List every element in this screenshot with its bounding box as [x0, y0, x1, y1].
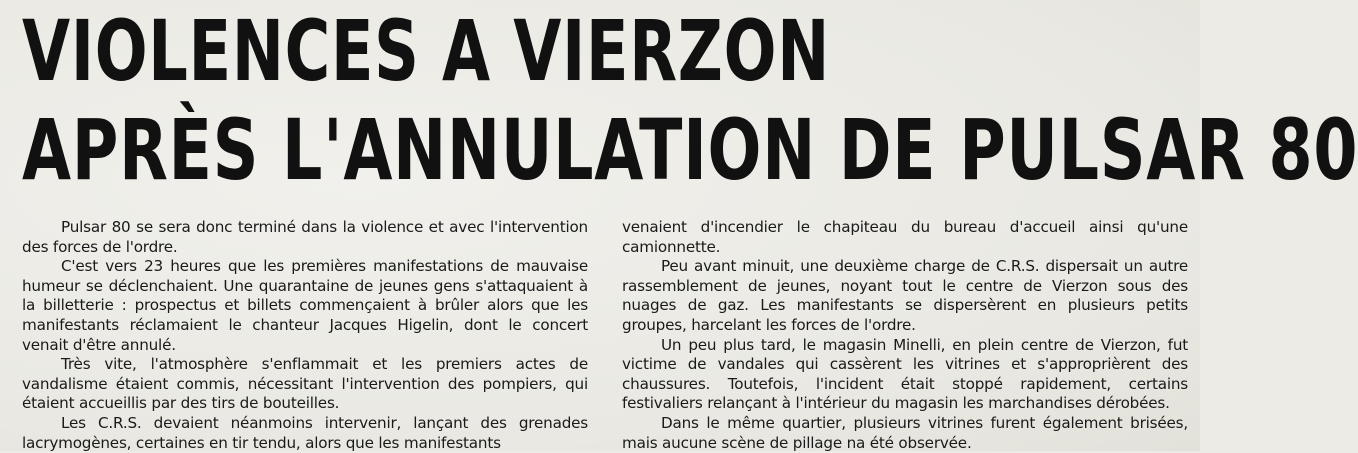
paragraph: Les C.R.S. devaient néanmoins intervenir, lançant des grenades lacrymogènes, certaines en tir tendu, alors que les manifestants — [22, 413, 588, 452]
article-body — [22, 218, 1188, 453]
paragraph: Un peu plus tard, le magasin Minelli, en plein centre de Vierzon, fut victime de vandales qui cassèrent les vitrines et s'approprièrent des chaussures. Toutefois, l'incident était stoppé rapidement, certains festivaliers relançant à l'intérieur du magasin les marchandises dérobées. — [622, 335, 1188, 413]
paragraph: Peu avant minuit, une deuxième charge de C.R.S. dispersait un autre rassemblement de jeunes, noyant tout le centre de Vierzon sous des nuages de gaz. Les manifestants se dispersèrent en plusieurs petits groupes, harcelant les forces de l'ordre. — [622, 257, 1188, 334]
paragraph: Dans le même quartier, plusieurs vitrines furent également brisées, mais aucune scène de pillage na été observée. — [622, 413, 1188, 452]
headline-line-1: VIOLENCES A VIERZON — [22, 2, 830, 100]
paragraph-intro: Pulsar 80 se sera donc terminé dans la violence et avec l'intervention des forces de l'ordre. — [22, 218, 588, 256]
paragraph-continued: venaient d'incendier le chapiteau du bureau d'accueil ainsi qu'une camionnette. — [622, 218, 1188, 256]
article-column-right — [622, 218, 1188, 453]
paragraph: C'est vers 23 heures que les premières manifestations de mauvaise humeur se déclenchaient. Une quarantaine de jeunes gens s'attaquaient à la billetterie : prospectus et billets commençaient à brûler alors que les manifestants réclamaient le chanteur Jacques Higelin, dont le concert venait d'être annulé. — [22, 257, 588, 354]
article-column-left — [22, 218, 588, 453]
paragraph: Très vite, l'atmosphère s'enflammait et les premiers actes de vandalisme étaient commis, nécessitant l'intervention des pompiers, qui étaient accueillis par des tirs de bouteilles. — [22, 355, 588, 413]
headline-line-2: APRÈS L'ANNULATION DE PULSAR 80 — [22, 101, 1358, 199]
